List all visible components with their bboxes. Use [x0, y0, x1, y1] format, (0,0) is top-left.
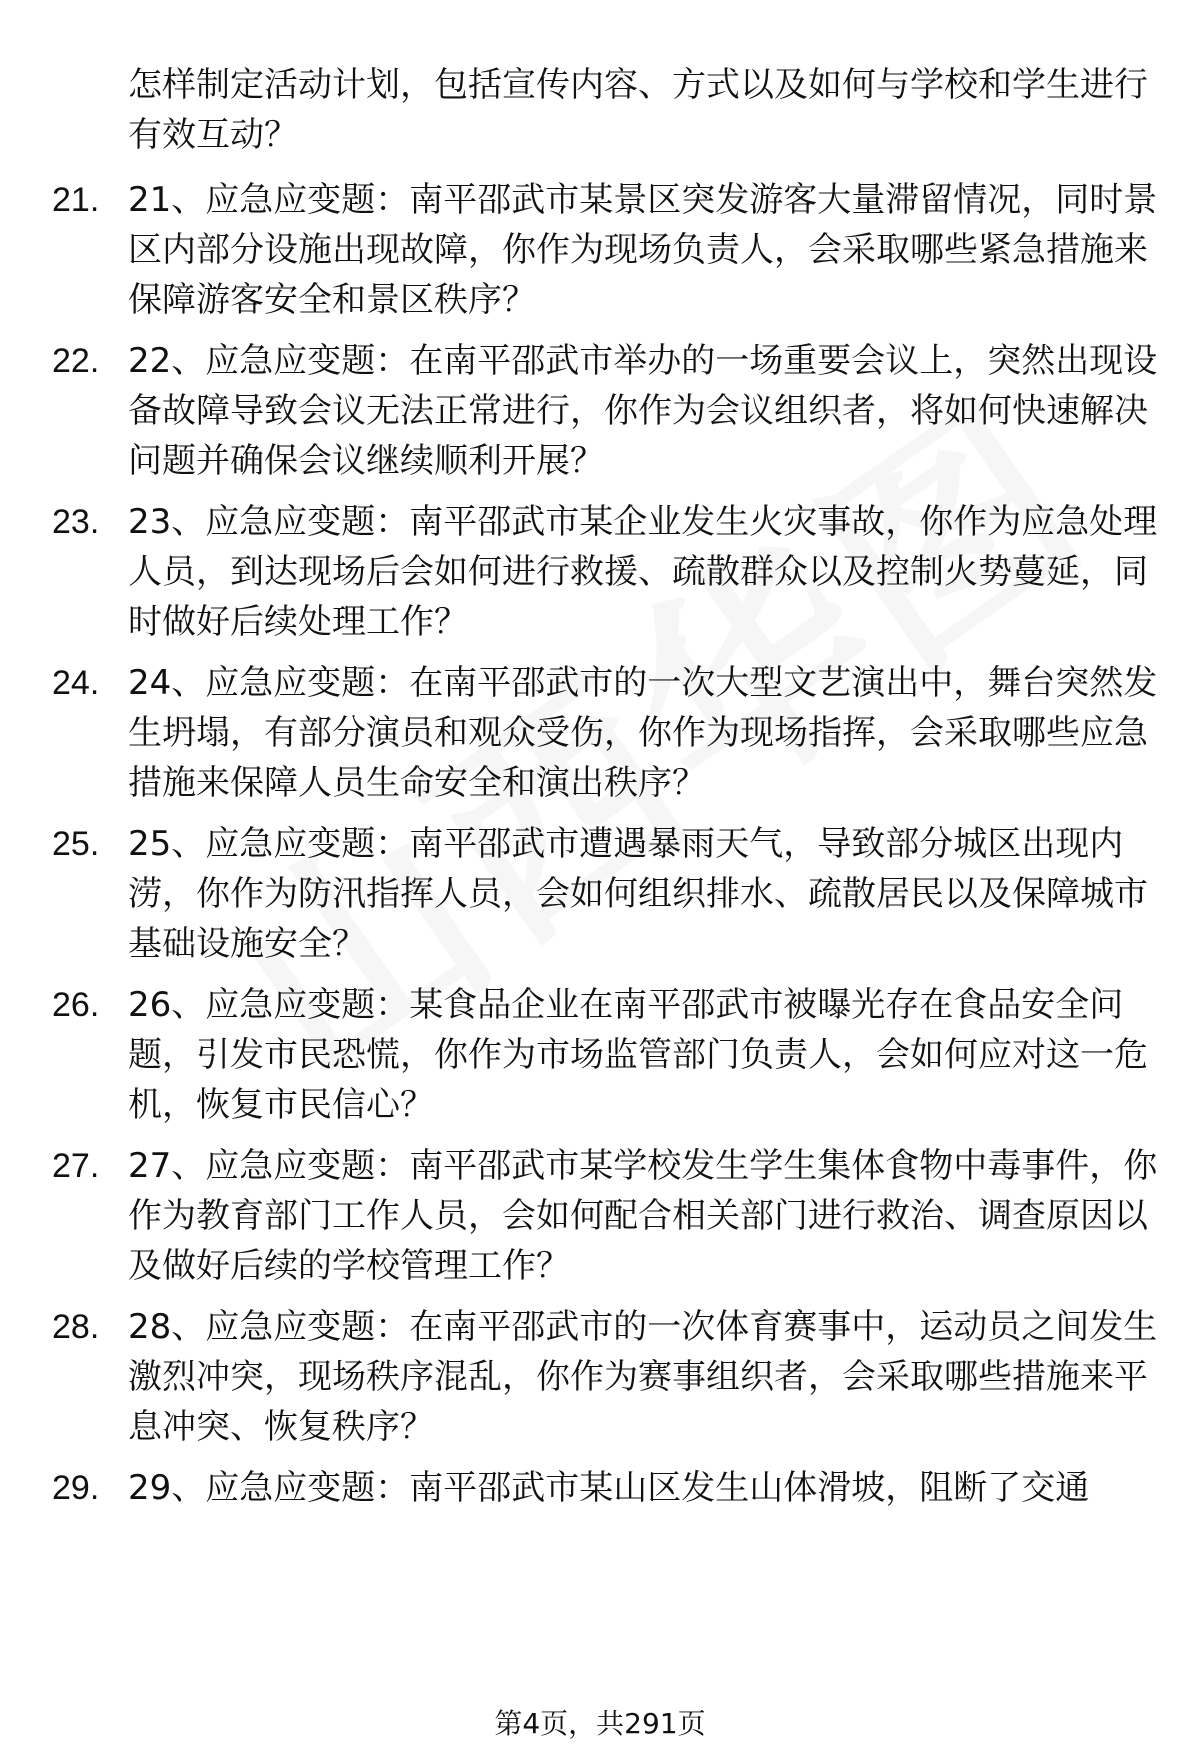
list-item-text: 28、应急应变题：在南平邵武市的一次体育赛事中，运动员之间发生激烈冲突，现场秩序混乱，你作为赛事组织者，会采取哪些措施来平息冲突、恢复秩序？ [128, 1307, 1158, 1447]
list-item-number: 24. [52, 664, 100, 702]
list-item-number: 26. [52, 986, 100, 1024]
list-item-text: 26、应急应变题：某食品企业在南平邵武市被曝光存在食品安全问题，引发市民恐慌，你作为市场监管部门负责人，会如何应对这一危机，恢复市民信心？ [128, 985, 1148, 1125]
list-item-number: 28. [52, 1308, 100, 1346]
list-item-text: 24、应急应变题：在南平邵武市的一次大型文艺演出中，舞台突然发生坍塌，有部分演员和观众受伤，你作为现场指挥，会采取哪些应急措施来保障人员生命安全和演出秩序？ [128, 663, 1158, 803]
list-item-text: 27、应急应变题：南平邵武市某学校发生学生集体食物中毒事件，你作为教育部门工作人员，会如何配合相关部门进行救治、调查原因以及做好后续的学校管理工作？ [128, 1146, 1158, 1286]
list-item-text: 21、应急应变题：南平邵武市某景区突发游客大量滞留情况，同时景区内部分设施出现故障，你作为现场负责人，会采取哪些紧急措施来保障游客安全和景区秩序？ [128, 180, 1158, 320]
page-number: 第4页，共291页 [494, 1707, 706, 1740]
list-item-text: 23、应急应变题：南平邵武市某企业发生火灾事故，你作为应急处理人员，到达现场后会如何进行救援、疏散群众以及控制火势蔓延，同时做好后续处理工作？ [128, 502, 1158, 642]
list-item-text: 25、应急应变题：南平邵武市遭遇暴雨天气，导致部分城区出现内涝，你作为防汛指挥人员，会如何组织排水、疏散居民以及保障城市基础设施安全？ [128, 824, 1148, 964]
list-item-text: 29、应急应变题：南平邵武市某山区发生山体滑坡，阻断了交通 [128, 1468, 1090, 1508]
list-item-number: 23. [52, 503, 100, 541]
list-item-number: 21. [52, 181, 100, 219]
list-item-number: 25. [52, 825, 100, 863]
list-item-number: 22. [52, 342, 100, 380]
list-item-text: 22、应急应变题：在南平邵武市举办的一场重要会议上，突然出现设备故障导致会议无法正常进行，你作为会议组织者，将如何快速解决问题并确保会议继续顺利开展？ [128, 341, 1158, 481]
list-item-number: 27. [52, 1147, 100, 1185]
list-item-number: 29. [52, 1469, 100, 1507]
intro-paragraph: 怎样制定活动计划，包括宣传内容、方式以及如何与学校和学生进行有效互动？ [128, 65, 1148, 155]
